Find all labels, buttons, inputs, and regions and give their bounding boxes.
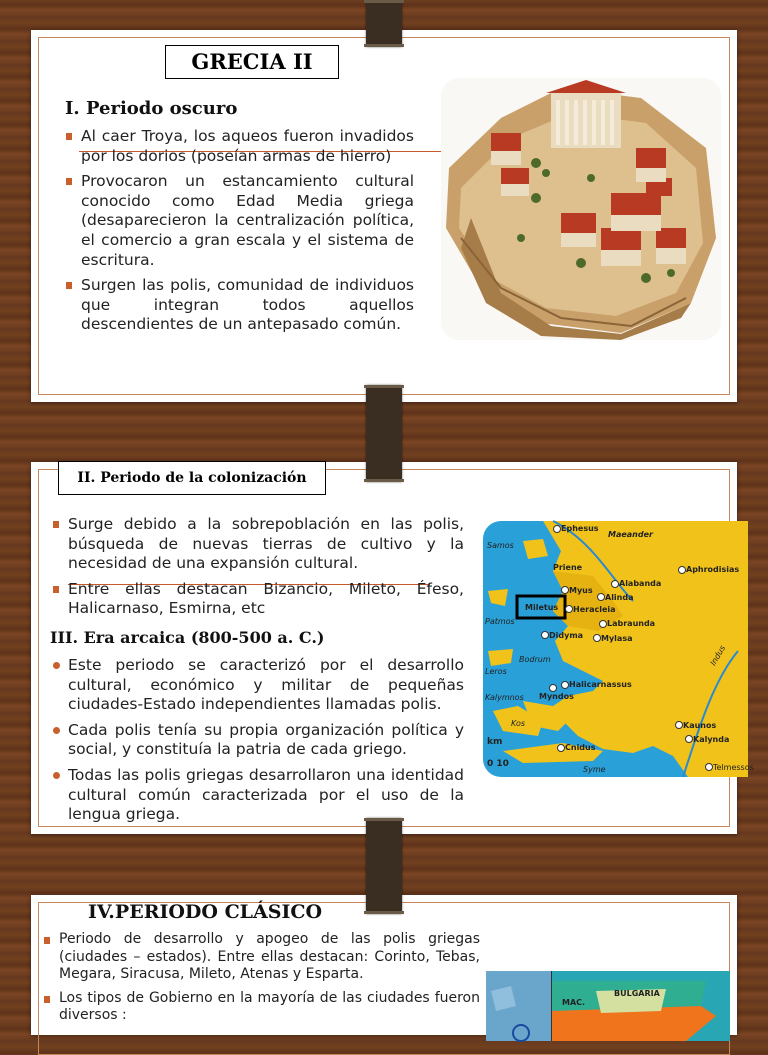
map-label: Alinda bbox=[605, 593, 634, 602]
map-label: Kalymnos bbox=[485, 693, 524, 702]
map-label: Ephesus bbox=[561, 524, 599, 533]
map-label: 0 10 bbox=[487, 759, 509, 769]
map-label: Maeander bbox=[608, 530, 653, 539]
city-marker bbox=[597, 593, 605, 601]
section-heading: III. Era arcaica (800-500 a. C.) bbox=[50, 628, 325, 647]
map-label: Kalynda bbox=[693, 735, 730, 744]
city-marker bbox=[561, 681, 569, 689]
city-marker bbox=[611, 580, 619, 588]
section-heading: I. Periodo oscuro bbox=[65, 98, 238, 119]
map-label: Labraunda bbox=[607, 619, 656, 628]
slide-periodo-clasico bbox=[31, 895, 737, 1035]
slide-title: II. Periodo de la colonización bbox=[58, 461, 326, 495]
map-label: Telmessos bbox=[713, 763, 754, 772]
bullet-list bbox=[43, 931, 480, 1031]
map-label: Samos bbox=[487, 541, 514, 550]
map-label: MAC. bbox=[562, 998, 586, 1007]
map-label: Syme bbox=[583, 765, 606, 774]
city-marker bbox=[599, 620, 607, 628]
board-pin bbox=[366, 385, 402, 482]
list-item: Cada polis tenía su propia organización política y social, y constituía la patria de cada griego. bbox=[52, 721, 464, 760]
map-label: km bbox=[487, 737, 503, 747]
map-label: Leros bbox=[485, 667, 507, 676]
map-label: Myus bbox=[569, 586, 593, 595]
map-label: Aphrodisias bbox=[686, 565, 740, 574]
map-label: Halicarnassus bbox=[569, 680, 632, 689]
map-label: Patmos bbox=[485, 617, 515, 626]
map-label: Kaunos bbox=[683, 721, 717, 730]
map-label: Bodrum bbox=[519, 655, 551, 664]
slide-colonizacion bbox=[31, 462, 754, 834]
city-marker bbox=[553, 525, 561, 533]
map-label: Didyma bbox=[549, 631, 584, 640]
city-marker bbox=[678, 566, 686, 574]
bullet-list-arcaica bbox=[52, 656, 464, 831]
city-marker bbox=[593, 634, 601, 642]
map-label: BULGARIA bbox=[614, 989, 660, 998]
section-heading: IV.PERIODO CLÁSICO bbox=[88, 901, 323, 923]
city-marker bbox=[549, 684, 557, 692]
board-pin bbox=[366, 818, 402, 914]
city-marker bbox=[705, 763, 713, 771]
list-item: Los tipos de Gobierno en la mayoría de las ciudades fueron diversos : bbox=[43, 990, 480, 1025]
map-label: Kos bbox=[511, 719, 526, 728]
list-item: Provocaron un estancamiento cultural conocido como Edad Media griega (desaparecieron la centralización política, el comercio a gran escala y el sistema de escritura. bbox=[65, 172, 414, 270]
list-item: Este periodo se caracterizó por el desarrollo cultural, económico y militar de pequeñas ciudades-Estado independientes llamadas polis. bbox=[52, 656, 464, 715]
map-label: Alabanda bbox=[619, 579, 662, 588]
map-label: Cnidus bbox=[565, 743, 596, 752]
map-label: Myndos bbox=[539, 692, 574, 701]
map-label: Miletus bbox=[525, 603, 559, 612]
list-item: Surge debido a la sobrepoblación en las polis, búsqueda de nuevas tierras de cultivo y la necesidad de una expansión cultural. bbox=[52, 515, 464, 574]
list-item: Entre ellas destacan Bizancio, Mileto, Éfeso, Halicarnaso, Esmirna, etc bbox=[52, 580, 464, 619]
slide-periodo-oscuro bbox=[31, 30, 737, 402]
city-marker bbox=[561, 586, 569, 594]
map-label: Mylasa bbox=[601, 634, 633, 643]
list-item: Surgen las polis, comunidad de individuos que integran todos aquellos descendientes de un antepasado común. bbox=[65, 276, 414, 335]
map-label: Indus bbox=[708, 643, 728, 668]
miletus-map bbox=[483, 521, 754, 777]
list-item: Al caer Troya, los aqueos fueron invadidos por los dorios (poseían armas de hierro) bbox=[65, 127, 414, 166]
city-marker bbox=[557, 744, 565, 752]
acropolis-illustration bbox=[441, 78, 721, 340]
bullet-list bbox=[52, 515, 464, 625]
map-label: Heracleia bbox=[573, 605, 616, 614]
bullet-list bbox=[65, 127, 414, 341]
greece-map bbox=[486, 971, 730, 1041]
list-item: Todas las polis griegas desarrollaron una identidad cultural común caracterizada por el uso de la lengua griega. bbox=[52, 766, 464, 825]
city-marker bbox=[675, 721, 683, 729]
map-label: Priene bbox=[553, 563, 583, 572]
board-pin bbox=[366, 0, 402, 47]
city-marker bbox=[565, 605, 573, 613]
city-marker bbox=[541, 631, 549, 639]
city-marker bbox=[685, 735, 693, 743]
list-item: Periodo de desarrollo y apogeo de las polis griegas (ciudades – estados). Entre ellas destacan: Corinto, Tebas, Megara, Siracusa, Mileto, Atenas y Esparta. bbox=[43, 931, 480, 984]
slide-title: GRECIA II bbox=[165, 45, 339, 79]
